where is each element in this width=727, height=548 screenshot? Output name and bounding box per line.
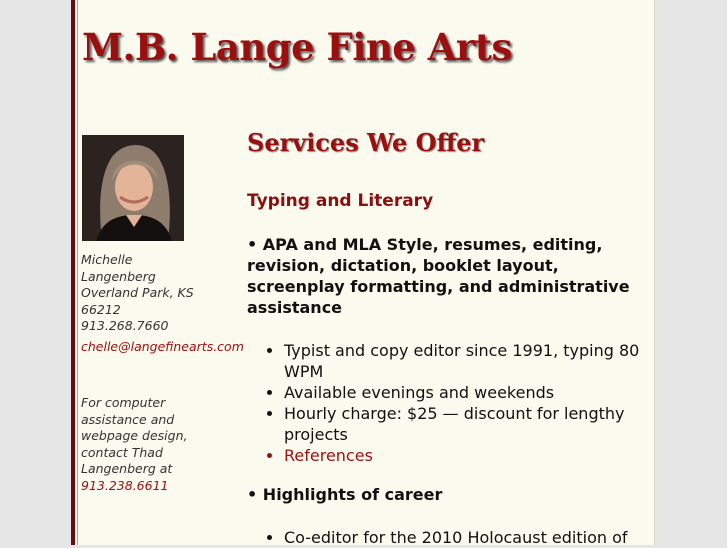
email-link[interactable]: chelle@langefinearts.com [81, 338, 244, 354]
webdesign-note [81, 395, 246, 494]
note-line: contact Thad [81, 444, 163, 460]
left-border-rule [71, 0, 75, 545]
service-details-list [247, 340, 642, 466]
services-intro: • APA and MLA Style, resumes, editing, revision, dictation, booklet layout, screenplay formatting, and administrative assistance [247, 235, 630, 317]
contact-phone: 913.268.7660 [81, 318, 169, 333]
note-line: Langenberg at [81, 461, 173, 476]
references-link[interactable]: • References [284, 445, 642, 466]
contact-name-first: Michelle [81, 252, 133, 267]
list-item: • Available evenings and weekends [284, 382, 642, 403]
note-line: For computer [81, 395, 166, 410]
contact-zip: 66212 [81, 301, 121, 317]
section-heading-typing: Typing and Literary [247, 191, 434, 211]
webdesign-phone-link[interactable]: 913.238.6611 [81, 477, 169, 493]
right-border-rule [654, 0, 655, 545]
contact-sidebar [81, 252, 246, 494]
site-title: M.B. Lange Fine Arts [82, 25, 512, 69]
list-item: • Hourly charge: $25 — discount for lengthy projects [284, 403, 642, 445]
profile-photo [82, 135, 184, 241]
contact-city: Overland Park, KS [81, 285, 194, 300]
note-line: assistance and [81, 411, 175, 427]
note-line: webpage design, [81, 428, 188, 443]
contact-name-last: Langenberg [81, 268, 156, 284]
list-item: • Typist and copy editor since 1991, typing 80 WPM [284, 340, 642, 382]
left-border-highlight [77, 0, 78, 545]
list-item: • Co-editor for the 2010 Holocaust edition of [284, 527, 642, 548]
career-heading: • Highlights of career [247, 485, 443, 504]
services-heading: Services We Offer [247, 128, 485, 157]
